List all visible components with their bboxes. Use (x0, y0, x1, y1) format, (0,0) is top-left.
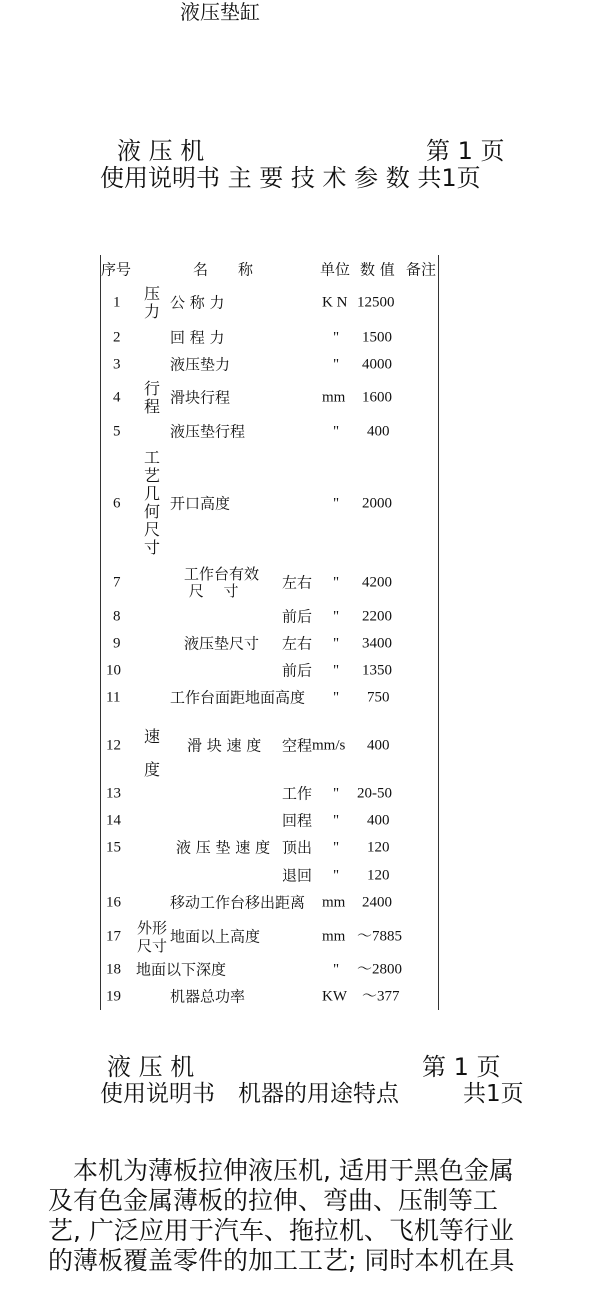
row-seq: 19 (106, 988, 121, 1005)
paragraph-line: 的薄板覆盖零件的加工工艺; 同时本机在具 (48, 1246, 515, 1275)
row-unit: mm (322, 928, 346, 945)
category-stroke: 行程 (143, 379, 160, 416)
row-subitem: 前后 (282, 661, 313, 680)
row-name: 公 称 力 (170, 293, 225, 312)
row-name: 回 程 力 (170, 328, 225, 347)
row-unit: KW (322, 988, 347, 1005)
header-seq: 序号 (101, 260, 132, 279)
row-name: 机器总功率 (170, 987, 246, 1006)
row-name: 液压垫力 (170, 355, 231, 374)
header-unit: 单位 (320, 260, 351, 279)
row-seq: 8 (113, 608, 121, 625)
top-title: 液压垫缸 (180, 0, 260, 24)
row-subitem: 左右 (282, 573, 313, 592)
row-seq: 18 (106, 961, 121, 978)
row-value: 12500 (357, 294, 395, 311)
row-seq: 14 (106, 812, 121, 829)
row-value: 20-50 (357, 785, 392, 802)
row-seq: 6 (113, 495, 121, 512)
row-unit: " (333, 839, 340, 856)
category-speed-1: 速 (143, 727, 160, 746)
row-unit: " (333, 608, 340, 625)
row-value: 1600 (362, 389, 392, 406)
row-unit: " (333, 662, 340, 679)
row-subitem: 回程 (282, 811, 313, 830)
row-subitem: 退回 (282, 866, 313, 885)
row-name: 工作台面距地面高度 (170, 688, 306, 707)
row-value: 4200 (362, 574, 392, 591)
row-value: 120 (367, 867, 390, 884)
row-seq: 11 (106, 689, 121, 706)
section2-page-number: 第 1 页 (422, 1053, 501, 1081)
description-paragraph (48, 1156, 558, 1276)
row-subitem: 顶出 (282, 838, 313, 857)
header-value: 数 值 (360, 260, 395, 279)
row-value: 1350 (362, 662, 392, 679)
row-unit: " (333, 356, 340, 373)
category-pressure: 压力 (143, 284, 160, 321)
row-unit: " (333, 867, 340, 884)
row-seq: 5 (113, 423, 121, 440)
section2-subtitle: 使用说明书 机器的用途特点 (100, 1081, 399, 1107)
row-subitem: 空程 (282, 736, 313, 755)
row-unit: mm (322, 389, 346, 406)
row-value: 750 (367, 689, 390, 706)
row-value: 1500 (362, 329, 392, 346)
row-value: 2400 (362, 894, 392, 911)
row-seq: 15 (106, 839, 121, 856)
row-name: 滑块行程 (170, 388, 231, 407)
category-dimensions: 外形尺寸 (136, 919, 167, 955)
row-seq: 3 (113, 356, 121, 373)
row-name: 移动工作台移出距离 (170, 893, 306, 912)
row-value: 400 (367, 812, 390, 829)
row-subitem: 工作 (282, 784, 313, 803)
paragraph-line: 艺, 广泛应用于汽车、拖拉机、飞机等行业 (48, 1216, 514, 1245)
row-unit: mm/s (312, 737, 346, 754)
section2-title: 液 压 机 (107, 1053, 195, 1081)
row-seq: 1 (113, 294, 121, 311)
row-name: 液 压 垫 速 度 (176, 838, 271, 857)
row-unit: " (333, 812, 340, 829)
section1-title: 液 压 机 (117, 137, 205, 165)
row-seq: 16 (106, 894, 121, 911)
header-name: 名 称 (193, 260, 254, 279)
row-name: 地面以下深度 (136, 960, 227, 979)
row-value: ～377 (362, 988, 400, 1005)
section1-subtitle: 使用说明书 主 要 技 术 参 数 共1页 (100, 164, 481, 192)
row-seq: 7 (113, 574, 121, 591)
category-speed-2: 度 (143, 760, 160, 779)
paragraph-line: 本机为薄板拉伸液压机, 适用于黑色金属 (48, 1156, 514, 1185)
row-value: 3400 (362, 635, 392, 652)
section2-page-count: 共1页 (463, 1081, 524, 1107)
row-unit: mm (322, 894, 346, 911)
row-seq: 9 (113, 635, 121, 652)
row-unit: " (333, 423, 340, 440)
header-note: 备注 (406, 260, 437, 279)
row-name: 液压垫行程 (170, 422, 246, 441)
row-unit: " (333, 635, 340, 652)
row-value: 400 (367, 423, 390, 440)
row-unit: " (333, 961, 340, 978)
row-unit: K N (322, 294, 348, 311)
row-seq: 2 (113, 329, 121, 346)
row-seq: 12 (106, 737, 121, 754)
row-value: 2000 (362, 495, 392, 512)
row-unit: " (333, 329, 340, 346)
row-subitem: 左右 (282, 634, 313, 653)
row-value: 120 (367, 839, 390, 856)
row-name: 工作台有效 尺 寸 (184, 565, 260, 600)
row-unit: " (333, 495, 340, 512)
row-subitem: 前后 (282, 607, 313, 626)
row-seq: 13 (106, 785, 121, 802)
category-geometry: 工艺几何尺寸 (143, 448, 160, 557)
row-seq: 4 (113, 389, 121, 406)
row-value: ～7885 (357, 928, 403, 945)
row-seq: 17 (106, 928, 121, 945)
row-name: 液压垫尺寸 (184, 634, 260, 653)
row-seq: 10 (106, 662, 121, 679)
row-value: 4000 (362, 356, 392, 373)
row-name: 地面以上高度 (170, 927, 261, 946)
row-name: 滑 块 速 度 (187, 736, 262, 755)
row-unit: " (333, 785, 340, 802)
row-unit: " (333, 574, 340, 591)
table-left-border (100, 255, 101, 1010)
table-right-border (438, 255, 439, 1010)
row-value: ～2800 (357, 961, 403, 978)
row-unit: " (333, 689, 340, 706)
row-name: 开口高度 (170, 494, 231, 513)
row-value: 400 (367, 737, 390, 754)
paragraph-line: 及有色金属薄板的拉伸、弯曲、压制等工 (48, 1186, 499, 1215)
row-value: 2200 (362, 608, 392, 625)
section1-page-number: 第 1 页 (426, 137, 505, 165)
